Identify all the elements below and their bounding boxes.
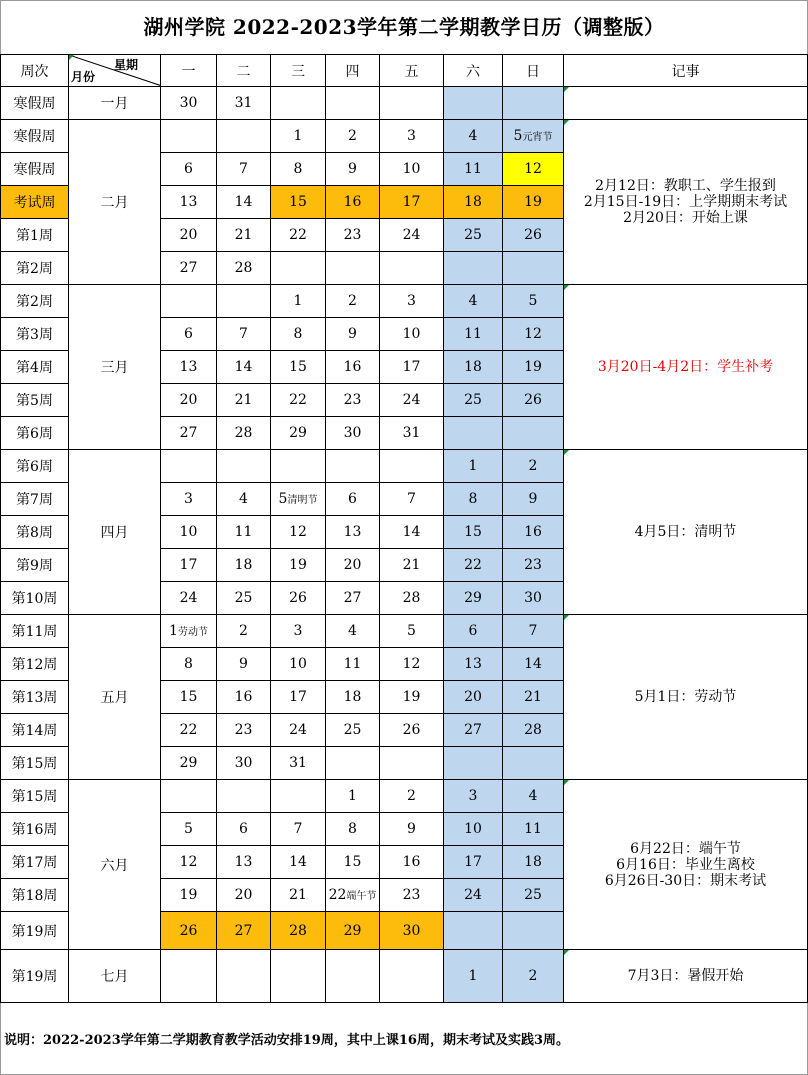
day-cell-mon: 22	[161, 714, 217, 747]
day-cell-sat: 20	[444, 681, 503, 714]
day-cell-thu	[326, 747, 380, 780]
day-cell-fri: 12	[380, 648, 444, 681]
week-cell: 第15周	[1, 747, 69, 780]
calendar-table	[0, 54, 808, 1003]
notes-cell	[564, 950, 808, 1003]
day-cell-sat: 29	[444, 582, 503, 615]
day-cell-wed: 15	[271, 186, 326, 219]
month-cell: 二月	[69, 120, 161, 285]
day-cell-wed	[271, 780, 326, 813]
day-cell-sat: 18	[444, 186, 503, 219]
day-cell-sun: 19	[503, 351, 564, 384]
day-cell-sun	[503, 747, 564, 780]
week-cell: 第9周	[1, 549, 69, 582]
footer-note: 说明：2022-2023学年第二学期教育教学活动安排19周，其中上课16周，期末考试及实践3周。	[4, 1033, 569, 1048]
week-cell: 第11周	[1, 615, 69, 648]
note-line: 3月20日-4月2日：学生补考	[597, 359, 774, 375]
day-cell-fri: 5	[380, 615, 444, 648]
week-cell: 寒假周	[1, 87, 69, 120]
day-cell-mon: 6	[161, 153, 217, 186]
day-cell-tue: 14	[217, 351, 271, 384]
day-cell-sat: 1	[444, 950, 503, 1003]
day-cell-thu: 15	[326, 846, 380, 879]
day-cell-sun	[503, 252, 564, 285]
day-cell-sun: 5	[503, 285, 564, 318]
week-cell: 第3周	[1, 318, 69, 351]
comment-marker-icon	[564, 615, 569, 620]
page-title: 湖州学院 2022-2023学年第二学期教学日历（调整版）	[143, 15, 665, 39]
day-cell-wed: 8	[271, 153, 326, 186]
day-cell-tue: 9	[217, 648, 271, 681]
week-cell: 考试周	[1, 186, 69, 219]
day-cell-sun: 19	[503, 186, 564, 219]
day-cell-tue: 20	[217, 879, 271, 912]
day-cell-tue: 16	[217, 681, 271, 714]
day-cell-thu: 18	[326, 681, 380, 714]
day-cell-sat: 13	[444, 648, 503, 681]
day-with-holiday: 5清明节	[278, 491, 318, 507]
day-cell-wed	[271, 252, 326, 285]
day-cell-wed: 14	[271, 846, 326, 879]
day-cell-mon	[161, 950, 217, 1003]
month-cell: 三月	[69, 285, 161, 450]
day-with-holiday: 5元宵节	[513, 128, 553, 144]
day-cell-mon: 30	[161, 87, 217, 120]
weekday-month-header	[69, 55, 161, 87]
day-cell-tue: 13	[217, 846, 271, 879]
comment-marker-icon	[564, 450, 569, 455]
day-cell-sun: 28	[503, 714, 564, 747]
day-cell-mon: 8	[161, 648, 217, 681]
day-cell-sat: 18	[444, 351, 503, 384]
day-cell-mon: 26	[161, 912, 217, 950]
week-row	[1, 615, 808, 648]
day-cell-tue: 7	[217, 153, 271, 186]
day-cell-fri: 16	[380, 846, 444, 879]
day-cell-sun: 18	[503, 846, 564, 879]
day-cell-wed: 19	[271, 549, 326, 582]
day-cell-sun: 7	[503, 615, 564, 648]
day-cell-fri	[380, 87, 444, 120]
calendar-body	[1, 87, 808, 1003]
day-cell-sat	[444, 747, 503, 780]
note-line: 7月3日：暑假开始	[627, 968, 744, 984]
day-with-holiday: 1劳动节	[169, 623, 208, 639]
month-cell: 四月	[69, 450, 161, 615]
day-cell-wed: 29	[271, 417, 326, 450]
day-cell-tue: 21	[217, 384, 271, 417]
day-cell-sun: 30	[503, 582, 564, 615]
day-cell-thu: 29	[326, 912, 380, 950]
day-header-fri: 五	[380, 55, 444, 87]
week-cell: 第1周	[1, 219, 69, 252]
day-cell-sat: 1	[444, 450, 503, 483]
week-cell: 第17周	[1, 846, 69, 879]
day-cell-thu: 4	[326, 615, 380, 648]
week-cell: 第14周	[1, 714, 69, 747]
day-cell-sat: 15	[444, 516, 503, 549]
comment-marker-icon	[564, 780, 569, 785]
day-cell-thu: 9	[326, 153, 380, 186]
week-header: 周次	[1, 55, 69, 87]
day-cell-fri	[380, 252, 444, 285]
day-cell-sun: 26	[503, 219, 564, 252]
day-cell-sat: 25	[444, 219, 503, 252]
day-cell-thu: 9	[326, 318, 380, 351]
weekday-label: 星期	[113, 58, 138, 72]
day-cell-thu: 20	[326, 549, 380, 582]
week-row	[1, 285, 808, 318]
day-cell-thu	[326, 950, 380, 1003]
day-cell-sat: 11	[444, 153, 503, 186]
day-cell-tue: 21	[217, 219, 271, 252]
day-header-tue: 二	[217, 55, 271, 87]
day-cell-sun: 2	[503, 950, 564, 1003]
day-cell-fri: 17	[380, 351, 444, 384]
day-cell-tue: 31	[217, 87, 271, 120]
day-cell-sat: 22	[444, 549, 503, 582]
day-cell-tue: 23	[217, 714, 271, 747]
header-row	[1, 55, 808, 87]
day-header-mon: 一	[161, 55, 217, 87]
week-cell: 第6周	[1, 450, 69, 483]
week-cell: 第18周	[1, 879, 69, 912]
day-cell-wed: 28	[271, 912, 326, 950]
note-line: 4月5日：清明节	[634, 524, 737, 540]
week-cell: 第6周	[1, 417, 69, 450]
day-cell-fri: 23	[380, 879, 444, 912]
day-cell-mon: 27	[161, 417, 217, 450]
week-row	[1, 120, 808, 153]
month-cell: 七月	[69, 950, 161, 1003]
day-cell-sat: 24	[444, 879, 503, 912]
day-cell-sat: 10	[444, 813, 503, 846]
day-cell-sun: 9	[503, 483, 564, 516]
day-cell-thu: 27	[326, 582, 380, 615]
notes-cell	[564, 780, 808, 950]
day-cell-wed: 12	[271, 516, 326, 549]
day-cell-fri: 3	[380, 120, 444, 153]
day-cell-sun: 16	[503, 516, 564, 549]
day-cell-fri: 17	[380, 186, 444, 219]
day-cell-tue: 27	[217, 912, 271, 950]
day-cell-mon: 13	[161, 186, 217, 219]
week-cell: 第13周	[1, 681, 69, 714]
day-cell-mon: 29	[161, 747, 217, 780]
day-cell-tue: 28	[217, 417, 271, 450]
note-line: 6月26日-30日：期末考试	[604, 872, 767, 889]
day-cell-fri: 14	[380, 516, 444, 549]
comment-marker-icon	[564, 87, 569, 92]
day-cell-wed: 17	[271, 681, 326, 714]
day-cell-wed: 22	[271, 219, 326, 252]
day-cell-fri	[380, 450, 444, 483]
day-cell-thu: 23	[326, 219, 380, 252]
week-cell: 第4周	[1, 351, 69, 384]
day-cell-tue: 4	[217, 483, 271, 516]
month-cell: 六月	[69, 780, 161, 950]
day-cell-fri: 26	[380, 714, 444, 747]
comment-marker-icon	[564, 950, 569, 955]
comment-marker-icon	[69, 55, 74, 60]
day-cell-sat	[444, 912, 503, 950]
day-cell-sun: 11	[503, 813, 564, 846]
day-with-holiday: 22端午节	[328, 887, 377, 903]
day-cell-mon	[161, 615, 217, 648]
day-cell-wed: 22	[271, 384, 326, 417]
day-cell-tue: 18	[217, 549, 271, 582]
day-header-sun: 日	[503, 55, 564, 87]
day-cell-thu: 25	[326, 714, 380, 747]
day-cell-tue: 25	[217, 582, 271, 615]
note-line: 2月20日：开始上课	[623, 210, 748, 226]
day-cell-wed	[271, 450, 326, 483]
day-cell-fri: 24	[380, 219, 444, 252]
day-cell-wed: 21	[271, 879, 326, 912]
day-cell-tue: 6	[217, 813, 271, 846]
week-row	[1, 780, 808, 813]
day-cell-thu: 2	[326, 120, 380, 153]
comment-marker-icon	[564, 120, 569, 125]
day-header-thu: 四	[326, 55, 380, 87]
week-row	[1, 450, 808, 483]
day-cell-mon	[161, 285, 217, 318]
day-cell-wed	[271, 87, 326, 120]
notes-cell	[564, 285, 808, 450]
day-cell-thu: 8	[326, 813, 380, 846]
day-header-sat: 六	[444, 55, 503, 87]
day-cell-thu	[326, 450, 380, 483]
day-cell-sun	[503, 417, 564, 450]
day-cell-fri: 9	[380, 813, 444, 846]
day-cell-wed: 8	[271, 318, 326, 351]
week-cell: 第10周	[1, 582, 69, 615]
day-cell-tue: 30	[217, 747, 271, 780]
day-cell-mon: 19	[161, 879, 217, 912]
day-cell-wed: 10	[271, 648, 326, 681]
day-cell-wed: 31	[271, 747, 326, 780]
day-cell-sun: 21	[503, 681, 564, 714]
day-cell-mon: 20	[161, 219, 217, 252]
day-cell-sat: 3	[444, 780, 503, 813]
day-cell-sun	[503, 912, 564, 950]
day-cell-mon	[161, 450, 217, 483]
note-line: 6月16日：毕业生离校	[616, 856, 755, 873]
day-cell-fri: 28	[380, 582, 444, 615]
day-cell-sun: 2	[503, 450, 564, 483]
day-cell-thu	[326, 252, 380, 285]
day-cell-sun	[503, 87, 564, 120]
day-cell-sat: 17	[444, 846, 503, 879]
day-cell-sat	[444, 252, 503, 285]
day-cell-tue: 7	[217, 318, 271, 351]
day-cell-tue: 14	[217, 186, 271, 219]
month-label: 月份	[71, 70, 96, 84]
day-cell-mon: 17	[161, 549, 217, 582]
day-cell-fri	[380, 950, 444, 1003]
day-cell-fri: 19	[380, 681, 444, 714]
month-cell: 五月	[69, 615, 161, 780]
day-cell-sat	[444, 87, 503, 120]
day-cell-sat: 25	[444, 384, 503, 417]
day-cell-wed: 7	[271, 813, 326, 846]
note-line: 5月1日：劳动节	[634, 689, 737, 705]
notes-cell	[564, 450, 808, 615]
day-cell-tue	[217, 120, 271, 153]
week-cell: 第19周	[1, 912, 69, 950]
week-cell: 第2周	[1, 252, 69, 285]
week-cell: 第19周	[1, 950, 69, 1003]
day-cell-thu	[326, 87, 380, 120]
day-cell-sat: 11	[444, 318, 503, 351]
note-line: 2月12日：教职工、学生报到	[595, 178, 776, 194]
day-cell-mon: 20	[161, 384, 217, 417]
notes-cell	[564, 615, 808, 780]
day-cell-fri: 30	[380, 912, 444, 950]
day-cell-thu: 16	[326, 351, 380, 384]
day-cell-sun: 25	[503, 879, 564, 912]
notes-cell	[564, 87, 808, 120]
day-cell-mon: 12	[161, 846, 217, 879]
day-cell-sat: 6	[444, 615, 503, 648]
day-cell-sat	[444, 417, 503, 450]
week-cell: 第15周	[1, 780, 69, 813]
day-cell-wed: 1	[271, 120, 326, 153]
day-cell-wed: 26	[271, 582, 326, 615]
day-cell-tue: 28	[217, 252, 271, 285]
day-cell-mon: 10	[161, 516, 217, 549]
week-cell: 第8周	[1, 516, 69, 549]
day-cell-tue: 2	[217, 615, 271, 648]
day-cell-mon	[161, 120, 217, 153]
notes-header: 记事	[564, 55, 808, 87]
day-cell-wed: 15	[271, 351, 326, 384]
day-cell-thu: 16	[326, 186, 380, 219]
day-cell-mon: 15	[161, 681, 217, 714]
day-cell-tue: 11	[217, 516, 271, 549]
day-header-wed: 三	[271, 55, 326, 87]
month-cell: 一月	[69, 87, 161, 120]
day-cell-thu: 2	[326, 285, 380, 318]
day-cell-wed	[271, 483, 326, 516]
day-cell-fri: 3	[380, 285, 444, 318]
day-cell-mon: 3	[161, 483, 217, 516]
day-cell-sat: 8	[444, 483, 503, 516]
day-cell-mon	[161, 780, 217, 813]
day-cell-sun: 12	[503, 318, 564, 351]
day-cell-sun: 14	[503, 648, 564, 681]
week-cell: 寒假周	[1, 120, 69, 153]
day-cell-fri: 7	[380, 483, 444, 516]
note-line: 6月22日：端午节	[630, 840, 741, 857]
week-row	[1, 950, 808, 1003]
day-cell-sun: 12	[503, 153, 564, 186]
notes-cell	[564, 120, 808, 285]
day-cell-thu: 13	[326, 516, 380, 549]
day-cell-sat: 27	[444, 714, 503, 747]
day-cell-mon: 5	[161, 813, 217, 846]
week-cell: 寒假周	[1, 153, 69, 186]
week-cell: 第16周	[1, 813, 69, 846]
day-cell-thu: 11	[326, 648, 380, 681]
day-cell-mon: 27	[161, 252, 217, 285]
day-cell-fri	[380, 747, 444, 780]
day-cell-fri: 24	[380, 384, 444, 417]
day-cell-sun: 23	[503, 549, 564, 582]
day-cell-fri: 10	[380, 318, 444, 351]
day-cell-thu: 6	[326, 483, 380, 516]
note-line: 2月15日-19日：上学期期末考试	[583, 194, 788, 210]
day-cell-mon: 6	[161, 318, 217, 351]
day-cell-wed: 3	[271, 615, 326, 648]
day-cell-tue	[217, 285, 271, 318]
day-cell-thu: 23	[326, 384, 380, 417]
day-cell-wed: 24	[271, 714, 326, 747]
day-cell-mon: 13	[161, 351, 217, 384]
day-cell-wed	[271, 950, 326, 1003]
day-cell-sun: 26	[503, 384, 564, 417]
comment-marker-icon	[564, 285, 569, 290]
day-cell-sun: 4	[503, 780, 564, 813]
day-cell-tue	[217, 780, 271, 813]
day-cell-wed: 1	[271, 285, 326, 318]
day-cell-thu	[326, 879, 380, 912]
day-cell-mon: 24	[161, 582, 217, 615]
week-cell: 第5周	[1, 384, 69, 417]
day-cell-tue	[217, 450, 271, 483]
week-cell: 第12周	[1, 648, 69, 681]
day-cell-sat: 4	[444, 120, 503, 153]
day-cell-sat: 4	[444, 285, 503, 318]
week-row	[1, 87, 808, 120]
day-cell-fri: 10	[380, 153, 444, 186]
day-cell-fri: 21	[380, 549, 444, 582]
day-cell-fri: 2	[380, 780, 444, 813]
day-cell-tue	[217, 950, 271, 1003]
day-cell-thu: 30	[326, 417, 380, 450]
day-cell-thu: 1	[326, 780, 380, 813]
day-cell-sun	[503, 120, 564, 153]
week-cell: 第2周	[1, 285, 69, 318]
day-cell-fri: 31	[380, 417, 444, 450]
week-cell: 第7周	[1, 483, 69, 516]
